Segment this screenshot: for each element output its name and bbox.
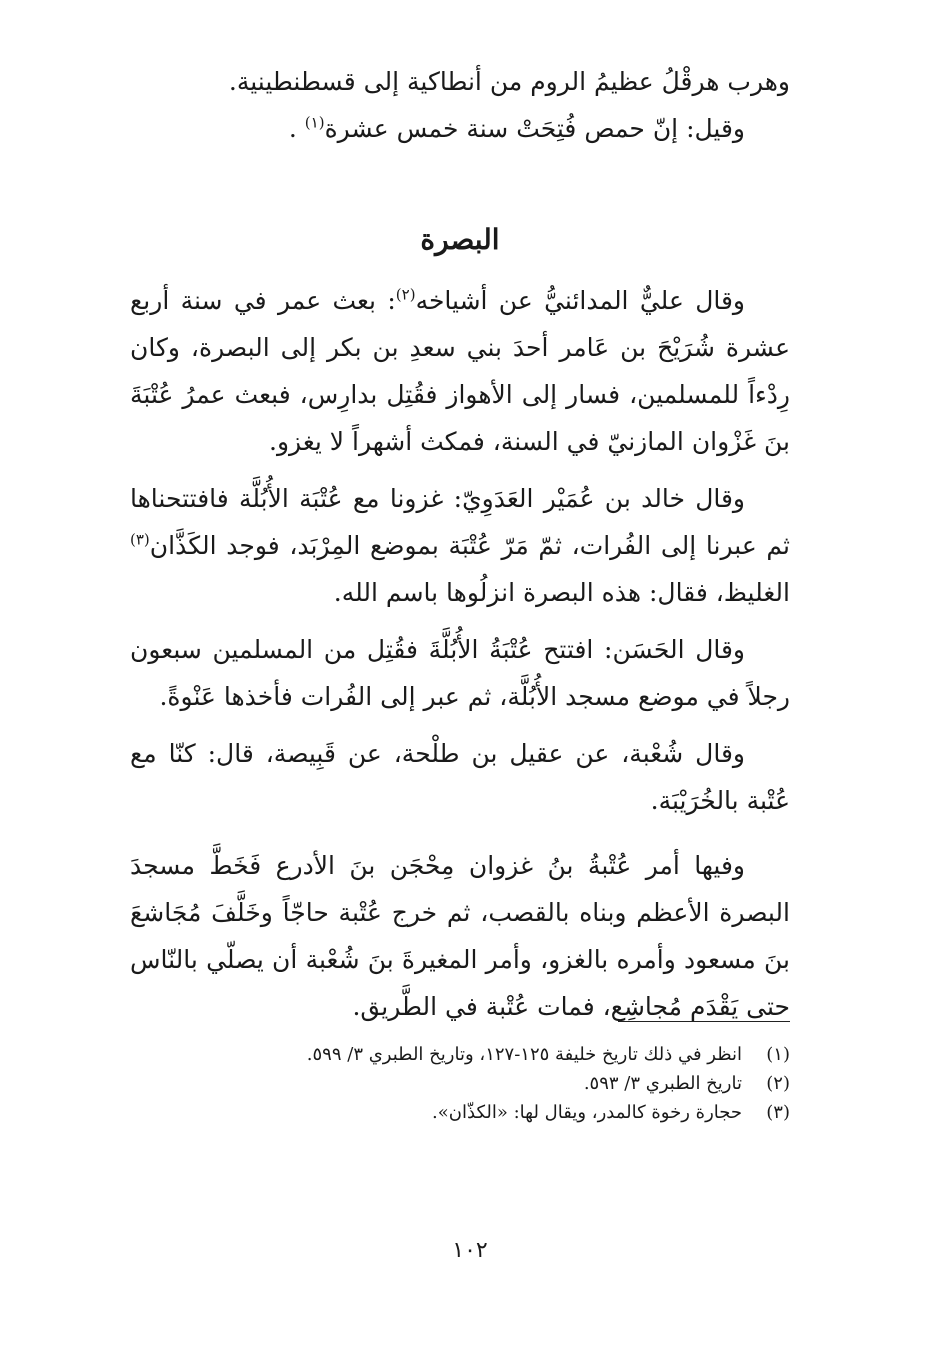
footnote-ref-1[interactable]: (١) — [304, 113, 325, 132]
footnote-divider — [618, 1021, 790, 1022]
paragraph-1: وقال عليٌّ المدائنيُّ عن أشياخه$^{(٢)}$: بعث عمر في سنة أربع عشرة شُرَيْحَ بن عَامر أحدَ بني سعدِ بن بكر إلى البصرة، وكان رِدْءاً للمسلمين، فسار إلى الأهواز فقُتِل بدارِس، فبعث عمرُ عُتْبَةَ بنَ غَزْوان المازنيّ في السنة، فمكث أشهراً لا يغزو. — [130, 285, 790, 456]
paragraph-5: وفيها أمر عُتْبةُ بنُ غزوان مِحْجَن بنَ الأدرع فَخَطَّ مسجدَ البصرة الأعظم وبناه بالقصب، ثم خرج عُتْبة حاجّاً وخَلَّفَ مُجَاشعَ بنَ مسعود وأمره بالغزو، وأمر المغيرةَ بنَ شُعْبة أن يصلّي بالنّاس حتى يَقْدَم مُجاشِع، فمات عُتْبة في الطَّريق. — [130, 851, 790, 1021]
footnotes — [150, 1040, 790, 1127]
footnote-number: (٢) — [766, 1073, 790, 1094]
footnote-number: (٣) — [766, 1102, 790, 1123]
intro-line-1: وهرب هرقْلُ عظيمُ الروم من أنطاكية إلى قسطنطينية. — [228, 67, 790, 96]
paragraph-4: وقال شُعْبة، عن عقيل بن طلْحة، عن قَبِيصة، قال: كنّا مع عُتْبة بالخُرَيْبَة. — [130, 739, 790, 815]
footnote-3 — [150, 1098, 790, 1127]
footnote-2 — [150, 1069, 790, 1098]
footnote-text: حجارة رخوة كالمدر، ويقال لها: «الكذّان». — [432, 1102, 742, 1123]
paragraph-3: وقال الحَسَن: افتتح عُتْبَةُ الأُبُلَّةَ فقُتِل من المسلمين سبعون رجلاً في موضع مسجد الأُبُلَّة، ثم عبر إلى الفُرات فأخذها عَنْوةً. — [130, 635, 790, 711]
footnote-ref-2[interactable]: (٢) — [395, 285, 416, 304]
intro-line-2: وقيل: إنّ حمص فُتِحَتْ سنة خمس عشرة$^{(١)}$ . — [288, 113, 745, 143]
section-title: البصرة — [420, 223, 500, 256]
footnote-text: انظر في ذلك تاريخ خليفة ١٢٥-١٢٧، وتاريخ الطبري ٣/ ٥٩٩. — [306, 1044, 742, 1065]
footnote-text: تاريخ الطبري ٣/ ٥٩٣. — [583, 1073, 742, 1094]
page-body — [130, 58, 790, 1030]
footnote-1 — [150, 1040, 790, 1069]
footnote-ref-3[interactable]: (٣) — [130, 530, 150, 549]
page-number: ١٠٢ — [452, 1238, 488, 1263]
paragraph-2: وقال خالد بن عُمَيْر العَدَوِيّ: غزونا مع عُتْبَة الأُبُلَّة فافتتحناها ثم عبرنا إلى الفُرات، ثمّ مَرّ عُتْبَة بموضع المِرْبَد، فوجد الكَذَّان$^{(٣)}$ الغليظ، فقال: هذه البصرة انزلُوها باسم الله. — [130, 484, 790, 607]
footnote-number: (١) — [766, 1044, 790, 1065]
